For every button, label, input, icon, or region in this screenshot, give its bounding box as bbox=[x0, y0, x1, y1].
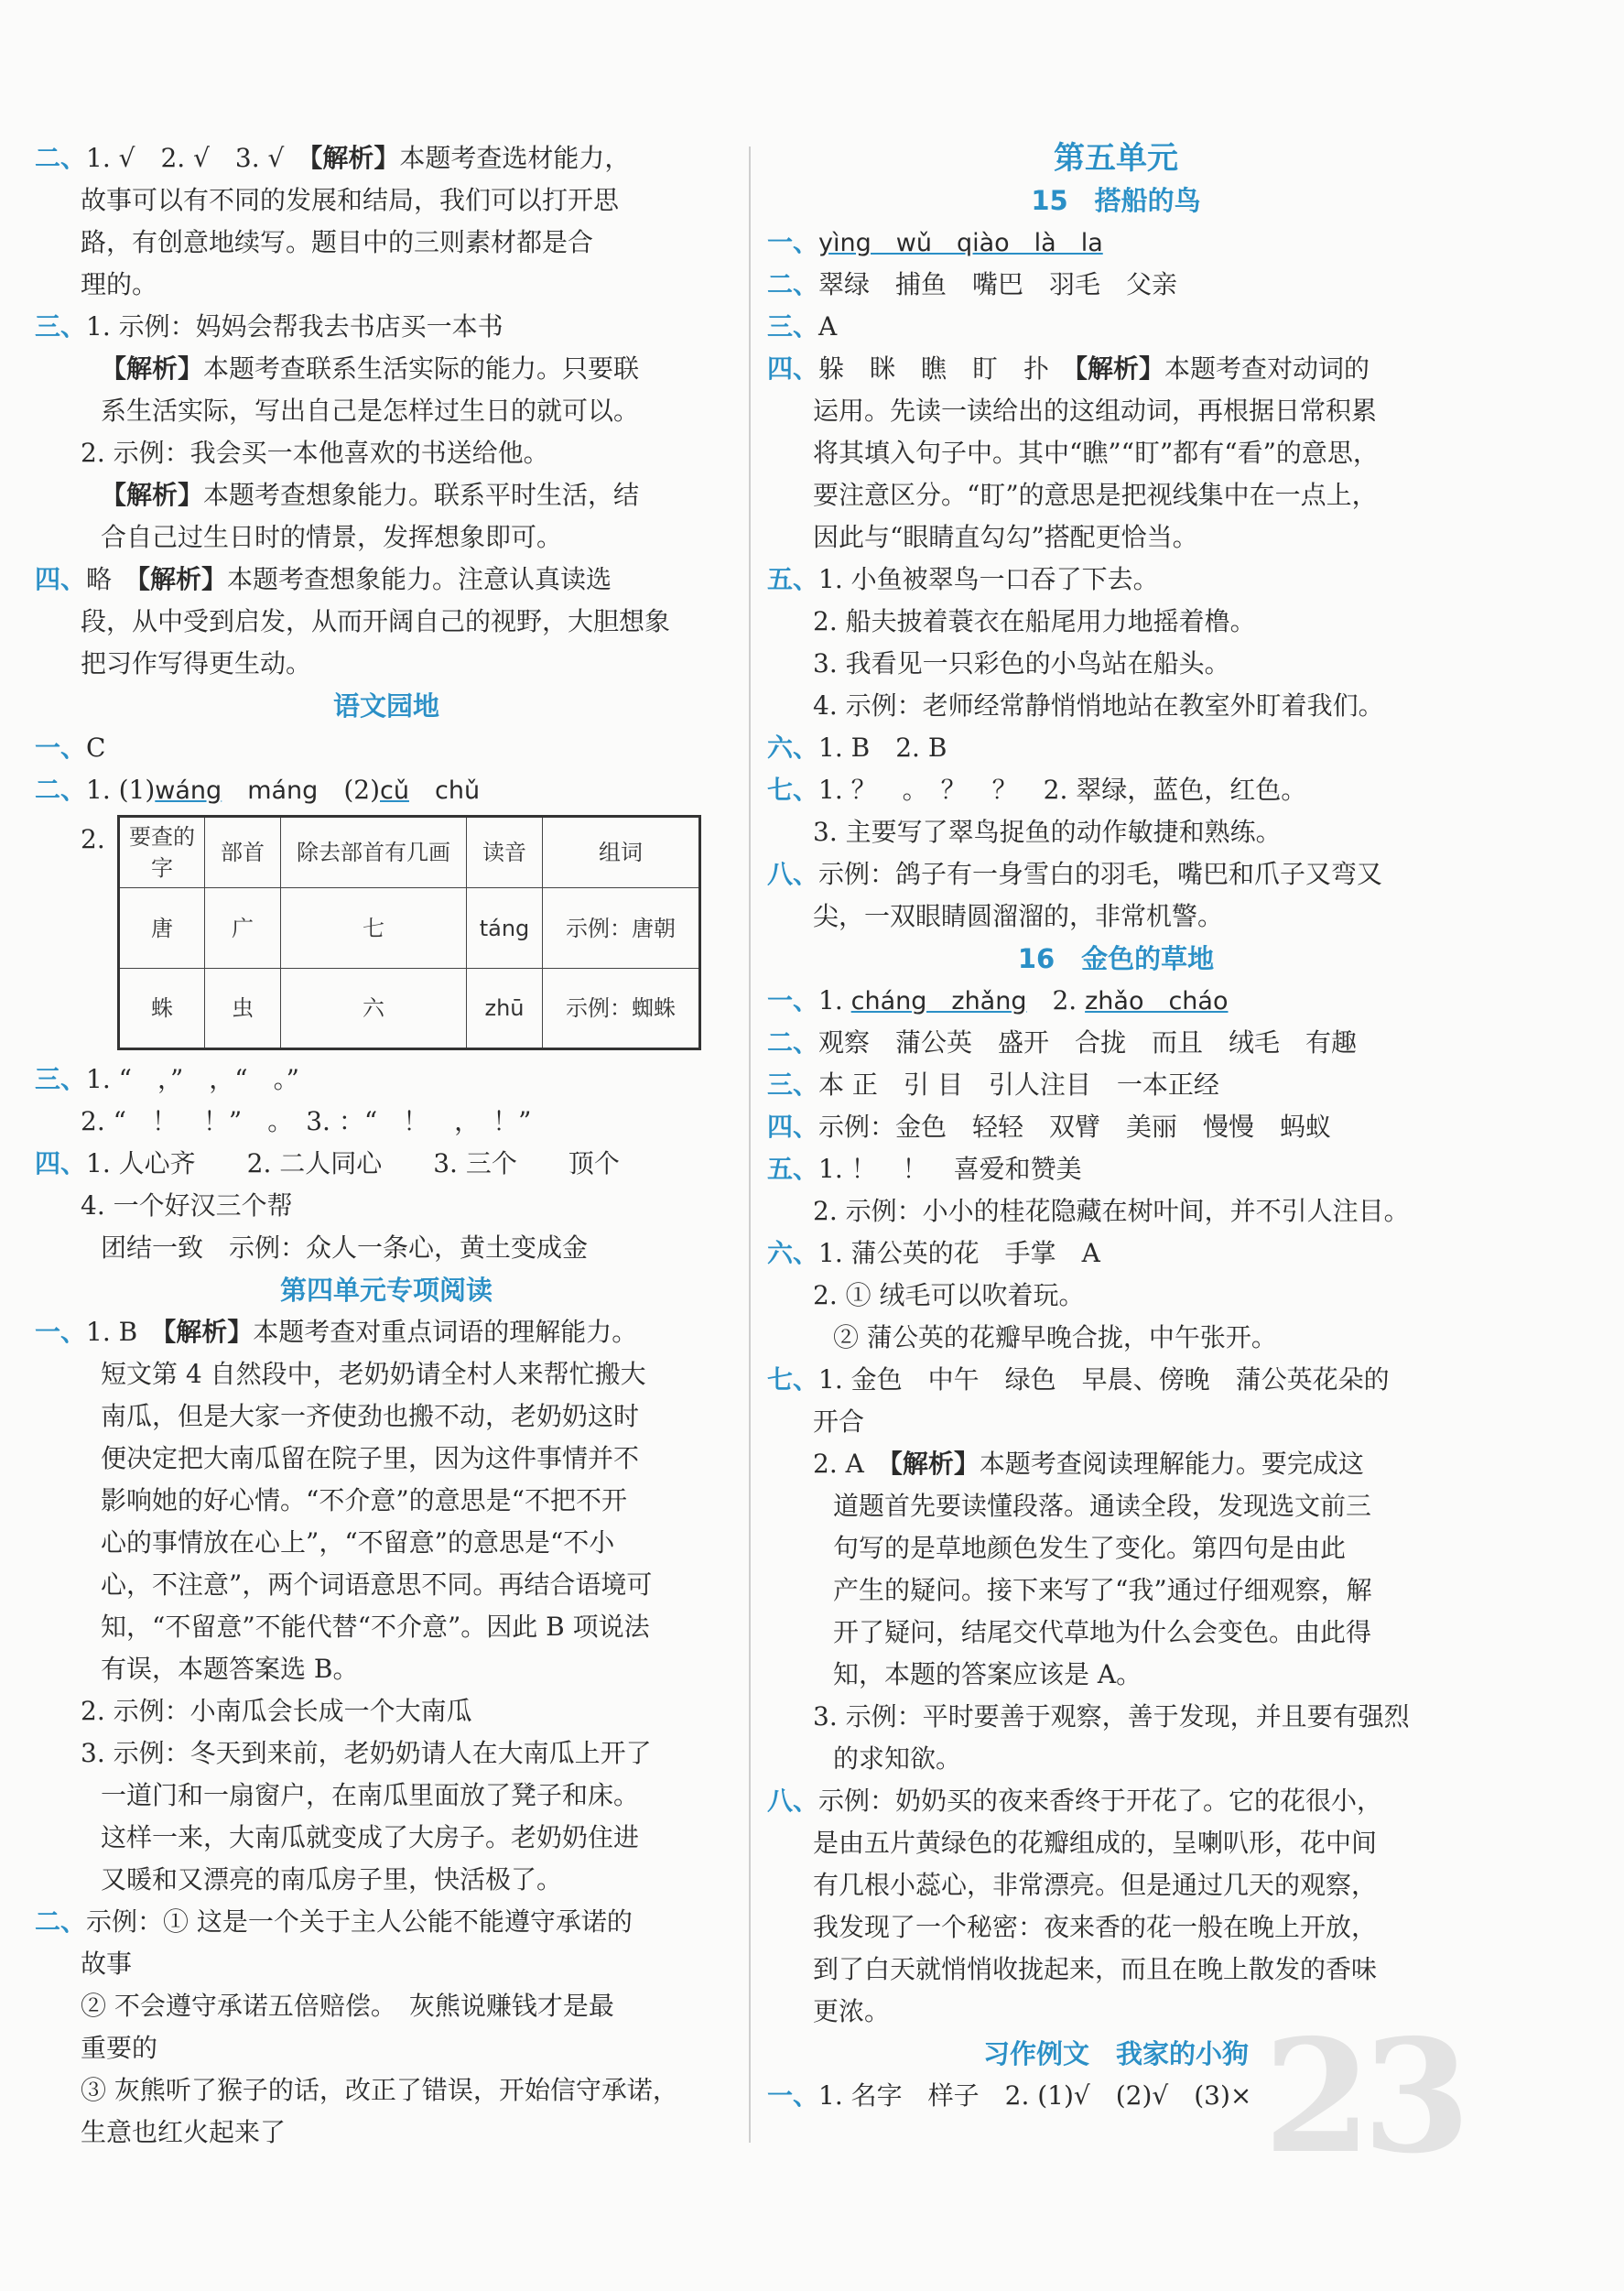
answer-line: 2. ① 绒毛可以吹着玩。 bbox=[813, 1280, 1085, 1310]
lesson-heading: 15 搭船的鸟 bbox=[1031, 185, 1201, 216]
answer-line: ② 蒲公英的花瓣早晚合拢，中午张开。 bbox=[833, 1322, 1277, 1352]
table-cell: 虫 bbox=[205, 969, 281, 1049]
answer-line: ② 不会遵守承诺五倍赔偿。 灰熊说赚钱才是最 bbox=[81, 1991, 614, 2021]
answer-line: 有几根小蕊心，非常漂亮。但是通过几天的观察， bbox=[813, 1870, 1378, 1900]
answer-line: 二、1. (1)wáng máng (2)cǔ chǔ bbox=[35, 775, 481, 805]
section-heading: 语文园地 bbox=[332, 690, 439, 722]
answer-line: 句写的是草地颜色发生了变化。第四句是由此 bbox=[833, 1533, 1347, 1563]
answer-line: 二、观察 蒲公英 盛开 合拢 而且 绒毛 有趣 bbox=[767, 1027, 1358, 1058]
answer-line: 六、1. B 2. B bbox=[767, 733, 947, 763]
table-cell: 示例：蜘蛛 bbox=[543, 969, 700, 1049]
answer-line: 开合 bbox=[813, 1406, 865, 1437]
answer-line: 合自己过生日时的情景，发挥想象即可。 bbox=[101, 522, 563, 552]
answer-line: 更浓。 bbox=[813, 1996, 891, 2026]
answer-line: 3. 示例：冬天到来前，老奶奶请人在大南瓜上开了 bbox=[81, 1738, 652, 1768]
answer-line: 三、本 正 引 目 引人注目 一本正经 bbox=[767, 1069, 1219, 1100]
section-heading: 第四单元专项阅读 bbox=[279, 1275, 493, 1306]
answer-line: 二、示例：① 这是一个关于主人公能不能遵守承诺的 bbox=[35, 1906, 633, 1937]
answer-line: 将其填入句子中。其中“瞧”“盯”都有“看”的意思， bbox=[813, 438, 1379, 468]
answer-line: 2. A 【解析】本题考查阅读理解能力。要完成这 bbox=[813, 1449, 1364, 1479]
answer-line: 二、翠绿 捕鱼 嘴巴 羽毛 父亲 bbox=[767, 269, 1178, 299]
answer-line: 五、1. ！ ！ 喜爱和赞美 bbox=[767, 1154, 1082, 1184]
answer-line: 产生的疑问。接下来写了“我”通过仔细观察，解 bbox=[833, 1575, 1372, 1605]
table-row bbox=[119, 969, 700, 1049]
answer-line: 一、1. cháng zhǎng 2. zhǎo cháo bbox=[767, 985, 1229, 1015]
answer-line: 是由五片黄绿色的花瓣组成的，呈喇叭形，花中间 bbox=[813, 1828, 1378, 1858]
answer-line: 知，本题的答案应该是 A。 bbox=[833, 1659, 1142, 1689]
answer-line: 要注意区分。“盯”的意思是把视线集中在一点上， bbox=[813, 480, 1378, 510]
table-header: 除去部首有几画 bbox=[281, 817, 467, 888]
table-cell: 广 bbox=[205, 888, 281, 969]
answer-line: 重要的 bbox=[81, 2033, 158, 2063]
answer-line: 到了白天就悄悄收拢起来，而且在晚上散发的香味 bbox=[813, 1954, 1378, 1984]
answer-line: 四、示例：金色 轻轻 双臂 美丽 慢慢 蚂蚁 bbox=[767, 1112, 1332, 1142]
answer-line: 三、A bbox=[767, 311, 838, 342]
answer-line: 系生活实际，写出自己是怎样过生日的就可以。 bbox=[101, 396, 640, 426]
answer-line: 2. “ ！ ！” 。 3. ：“ ！ ， ！” bbox=[81, 1106, 532, 1136]
answer-line: 八、示例：鸽子有一身雪白的羽毛，嘴巴和爪子又弯又 bbox=[767, 859, 1383, 889]
table-cell: 唐 bbox=[119, 888, 205, 969]
answer-line: 2. 示例：小小的桂花隐藏在树叶间，并不引人注目。 bbox=[813, 1196, 1410, 1226]
answer-line: 四、1. 人心齐 2. 二人同心 3. 三个 顶个 bbox=[35, 1148, 620, 1178]
answer-line: 【解析】本题考查联系生活实际的能力。只要联 bbox=[101, 353, 640, 384]
answer-line: 【解析】本题考查想象能力。联系平时生活，结 bbox=[101, 480, 640, 510]
answer-line: 团结一致 示例：众人一条心，黄土变成金 bbox=[101, 1232, 589, 1263]
unit-title: 第五单元 bbox=[1054, 140, 1178, 177]
answer-line: 心，不注意”，两个词语意思不同。再结合语境可 bbox=[101, 1569, 653, 1600]
answer-line: 2. 示例：小南瓜会长成一个大南瓜 bbox=[81, 1696, 472, 1726]
table-header: 要查的字 bbox=[119, 817, 205, 888]
answer-line: 四、躲 眯 瞧 盯 扑 【解析】本题考查对动词的 bbox=[767, 353, 1370, 384]
answer-line: 三、1. “ ，” ，“ 。” bbox=[35, 1064, 299, 1094]
answer-line: 段，从中受到启发，从而开阔自己的视野，大胆想象 bbox=[81, 606, 671, 636]
answer-line: 知，“不留意”不能代替“不介意”。因此 B 项说法 bbox=[101, 1612, 650, 1642]
answer-line: 故事可以有不同的发展和结局，我们可以打开思 bbox=[81, 185, 620, 215]
answer-line: 一、yìng wǔ qiào là la bbox=[767, 227, 1103, 257]
right-column bbox=[767, 137, 1465, 2117]
answer-line: 生意也红火起来了 bbox=[81, 2117, 287, 2147]
answer-line: 2. 船夫披着蓑衣在船尾用力地摇着橹。 bbox=[813, 606, 1256, 636]
answer-line: 4. 示例：老师经常静悄悄地站在教室外盯着我们。 bbox=[813, 690, 1384, 721]
radical-table-block bbox=[35, 811, 738, 1059]
answer-line: 开了疑问，结尾交代草地为什么会变色。由此得 bbox=[833, 1617, 1372, 1647]
table-cell: 七 bbox=[281, 888, 467, 969]
section-heading: 习作例文 我家的小狗 bbox=[982, 2038, 1249, 2069]
answer-line: 二、1. √ 2. √ 3. √ 【解析】本题考查选材能力， bbox=[35, 143, 631, 173]
table-row bbox=[119, 888, 700, 969]
answer-line: 一、1. 名字 样子 2. (1)√ (2)√ (3)× bbox=[767, 2080, 1252, 2111]
answer-line: 2. 示例：我会买一本他喜欢的书送给他。 bbox=[81, 438, 549, 468]
answer-line: 4. 一个好汉三个帮 bbox=[81, 1190, 293, 1221]
answer-line: 运用。先读一读给出的这组动词，再根据日常积累 bbox=[813, 396, 1378, 426]
table-cell: 示例：唐朝 bbox=[543, 888, 700, 969]
answer-line: 一、1. B 【解析】本题考查对重点词语的理解能力。 bbox=[35, 1317, 638, 1347]
answer-line: 五、1. 小鱼被翠鸟一口吞了下去。 bbox=[767, 564, 1159, 594]
answer-line: 理的。 bbox=[81, 269, 158, 299]
answer-line: 道题首先要读懂段落。通读全段，发现选文前三 bbox=[833, 1491, 1372, 1521]
answer-line: 这样一来，大南瓜就变成了大房子。老奶奶住进 bbox=[101, 1822, 640, 1852]
answer-line: 路，有创意地续写。题目中的三则素材都是合 bbox=[81, 227, 594, 257]
answer-line: 六、1. 蒲公英的花 手掌 A bbox=[767, 1238, 1100, 1268]
table-cell: 蛛 bbox=[119, 969, 205, 1049]
answer-line: 3. 主要写了翠鸟捉鱼的动作敏捷和熟练。 bbox=[813, 817, 1282, 847]
answer-line: 我发现了一个秘密：夜来香的花一般在晚上开放， bbox=[813, 1912, 1378, 1942]
answer-line: 的求知欲。 bbox=[833, 1743, 962, 1774]
table-cell: zhū bbox=[467, 969, 543, 1049]
answer-line: 七、1. ？ 。 ？ ？ 2. 翠绿，蓝色，红色。 bbox=[767, 775, 1307, 805]
answer-line: 3. 我看见一只彩色的小鸟站在船头。 bbox=[813, 648, 1230, 679]
answer-line: 南瓜，但是大家一齐使劲也搬不动，老奶奶这时 bbox=[101, 1401, 640, 1431]
answer-line: 影响她的好心情。“不介意”的意思是“不把不开 bbox=[101, 1485, 627, 1515]
answer-line: 又暖和又漂亮的南瓜房子里，快活极了。 bbox=[101, 1864, 563, 1895]
answer-line: 把习作写得更生动。 bbox=[81, 648, 312, 679]
table-header: 部首 bbox=[205, 817, 281, 888]
table-cell: táng bbox=[467, 888, 543, 969]
answer-line: 八、示例：奶奶买的夜来香终于开花了。它的花很小， bbox=[767, 1786, 1383, 1816]
answer-line: 有误，本题答案选 B。 bbox=[101, 1654, 359, 1684]
answer-line: 3. 示例：平时要善于观察，善于发现，并且要有强烈 bbox=[813, 1701, 1410, 1732]
table-header-row bbox=[119, 817, 700, 888]
radical-table bbox=[117, 815, 701, 1050]
table-header: 组词 bbox=[543, 817, 700, 888]
page-number: 23 bbox=[1263, 2005, 1462, 2188]
left-column bbox=[35, 137, 738, 2154]
answer-line: ③ 灰熊听了猴子的话，改正了错误，开始信守承诺， bbox=[81, 2075, 678, 2105]
answer-line: 一道门和一扇窗户，在南瓜里面放了凳子和床。 bbox=[101, 1780, 640, 1810]
table-cell: 六 bbox=[281, 969, 467, 1049]
answer-line: 四、略 【解析】本题考查想象能力。注意认真读选 bbox=[35, 564, 612, 594]
answer-line: 一、C bbox=[35, 733, 106, 763]
answer-line: 心的事情放在心上”，“不留意”的意思是“不小 bbox=[101, 1527, 615, 1558]
column-divider bbox=[749, 147, 751, 2143]
answer-line: 便决定把大南瓜留在院子里，因为这件事情并不 bbox=[101, 1443, 640, 1473]
answer-line: 七、1. 金色 中午 绿色 早晨、傍晚 蒲公英花朵的 bbox=[767, 1364, 1390, 1395]
answer-line: 尖，一双眼睛圆溜溜的，非常机警。 bbox=[813, 901, 1224, 931]
answer-line: 故事 bbox=[81, 1949, 133, 1979]
table-number: 2. bbox=[81, 824, 105, 854]
answer-line: 短文第 4 自然段中，老奶奶请全村人来帮忙搬大 bbox=[101, 1359, 646, 1389]
lesson-heading: 16 金色的草地 bbox=[1017, 943, 1215, 974]
table-header: 读音 bbox=[467, 817, 543, 888]
answer-line: 因此与“眼睛直勾勾”搭配更恰当。 bbox=[813, 522, 1198, 552]
answer-line: 三、1. 示例：妈妈会帮我去书店买一本书 bbox=[35, 311, 503, 342]
